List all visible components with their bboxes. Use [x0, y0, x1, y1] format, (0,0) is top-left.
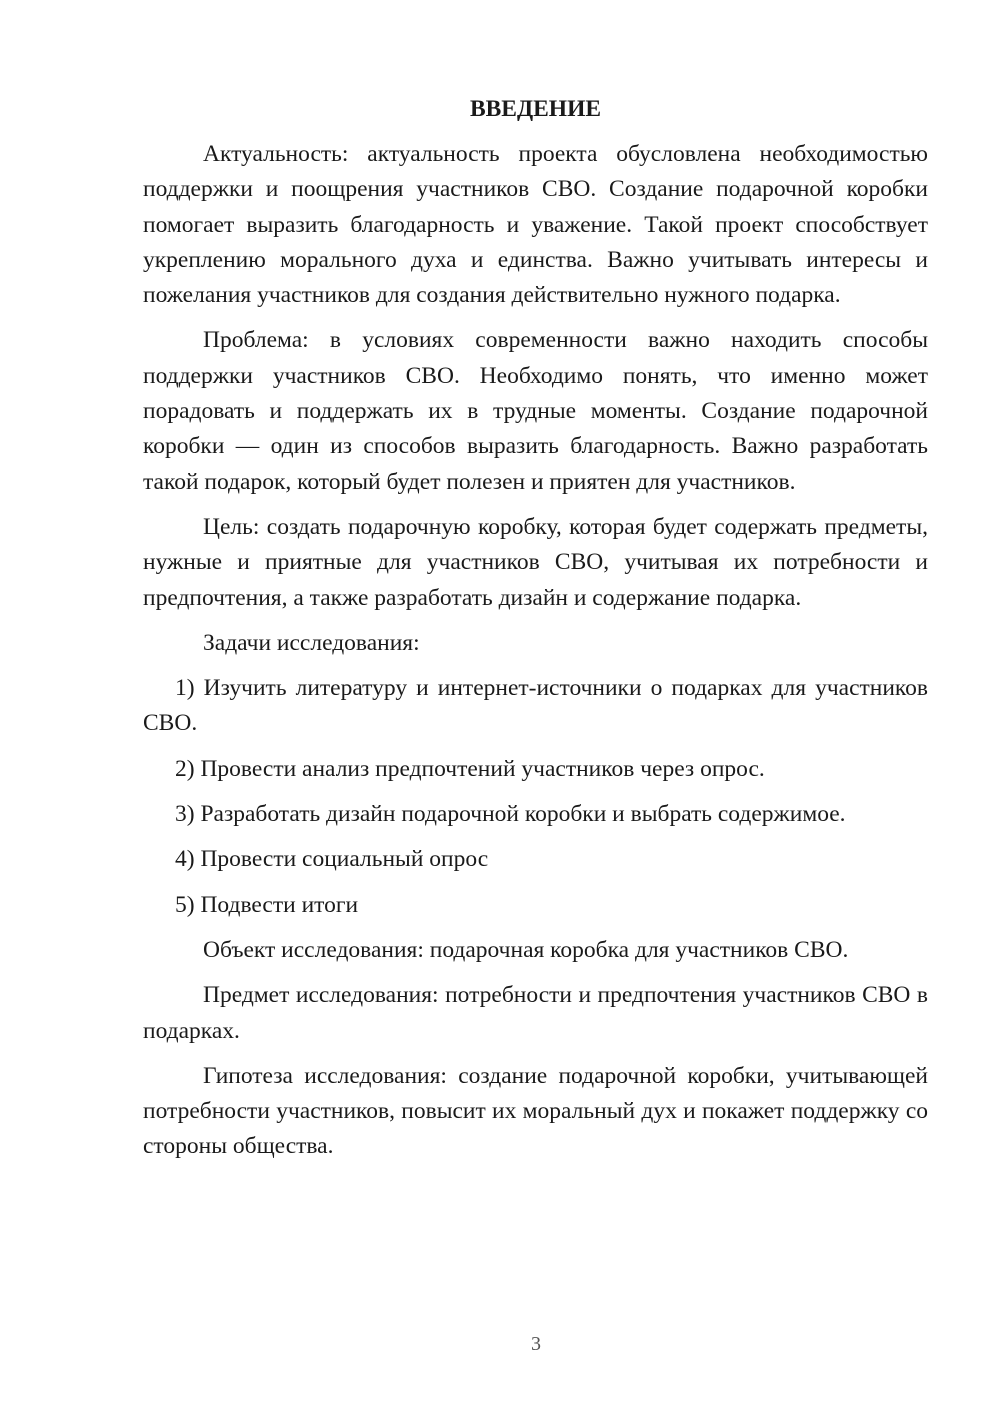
tasks-title: Задачи исследования:: [203, 629, 420, 656]
list-item: 1) Изучить литературу и интернет-источники о подарках для участников СВО.: [143, 675, 928, 737]
list-item: 3) Разработать дизайн подарочной коробки и выбрать содержимое.: [175, 801, 846, 828]
list-item: 5) Подвести итоги: [175, 891, 359, 918]
list-item: 4) Провести социальный опрос: [175, 846, 489, 873]
page-title: ВВЕДЕНИЕ: [469, 96, 602, 122]
subject-paragraph: Предмет исследования: потребности и предпочтения участников СВО в подарках.: [143, 982, 928, 1044]
page-number: 3: [531, 1333, 541, 1355]
problem-paragraph: Проблема: в условиях современности важно находить способы поддержки участников СВО. Необходимо понять, что именно может порадовать и поддержать их в трудные моменты. Создание подарочной коробки — один из способов выразить благодарность. Важно разработать такой подарок, который будет полезен и приятен для участников.: [143, 327, 928, 495]
hypothesis-paragraph: Гипотеза исследования: создание подарочной коробки, учитывающей потребности участников, повысит их моральный дух и покажет поддержку со стороны общества.: [143, 1062, 928, 1160]
document-body: [143, 92, 928, 1175]
relevance-paragraph: Актуальность: актуальность проекта обусловлена необходимостью поддержки и поощрения участников СВО. Создание подарочной коробки помогает выразить благодарность и уважение. Такой проект способствует укреплению морального духа и единства. Важно учитывать интересы и пожелания участников для создания действительно нужного подарка.: [143, 141, 928, 309]
object-paragraph: Объект исследования: подарочная коробка для участников СВО.: [203, 936, 849, 963]
goal-paragraph: Цель: создать подарочную коробку, которая будет содержать предметы, нужные и приятные для участников СВО, учитывая их потребности и предпочтения, а также разработать дизайн и содержание подарка.: [143, 513, 928, 611]
list-item: 2) Провести анализ предпочтений участников через опрос.: [175, 755, 765, 782]
